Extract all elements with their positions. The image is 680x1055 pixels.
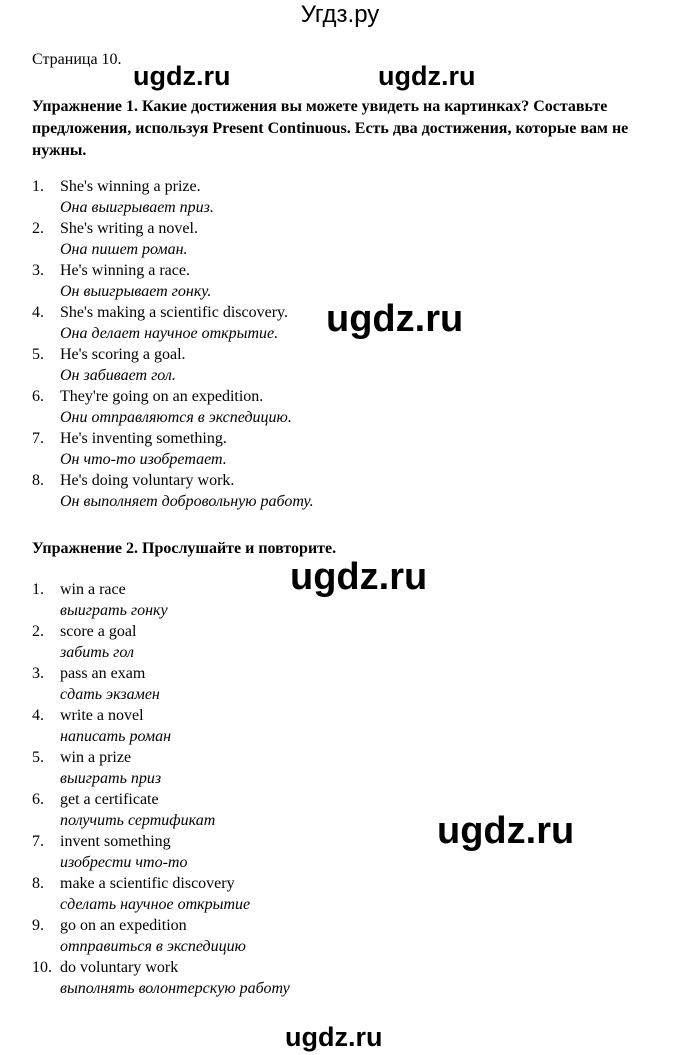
russian-translation: выиграть приз — [60, 770, 162, 787]
item-number: 4. — [32, 707, 44, 724]
english-phrase: He's winning a race. — [60, 262, 190, 279]
list-item — [32, 176, 652, 218]
exercise-1-list — [32, 176, 652, 512]
list-item — [32, 621, 652, 663]
english-phrase: She's winning a prize. — [60, 178, 201, 195]
english-phrase: He's inventing something. — [60, 430, 227, 447]
watermark: ugdz.ru — [437, 810, 575, 852]
item-number: 8. — [32, 472, 44, 489]
list-item — [32, 428, 652, 470]
page-label: Страница 10. — [32, 51, 122, 68]
russian-translation: получить сертификат — [60, 812, 216, 829]
item-number: 6. — [32, 388, 44, 405]
watermark: ugdz.ru — [133, 61, 231, 91]
english-phrase: go on an expedition — [60, 917, 187, 934]
english-phrase: She's making a scientific discovery. — [60, 304, 289, 321]
russian-translation: выиграть гонку — [60, 602, 168, 619]
item-number: 7. — [32, 430, 44, 447]
item-number: 1. — [32, 178, 44, 195]
russian-translation: Она делает научное открытие. — [60, 325, 279, 342]
english-phrase: invent something — [60, 833, 171, 850]
list-item — [32, 218, 652, 260]
list-item — [32, 344, 652, 386]
english-phrase: do voluntary work — [60, 959, 179, 976]
english-phrase: make a scientific discovery — [60, 875, 235, 892]
exercise-2-heading: Упражнение 2. Прослушайте и повторите. — [32, 540, 337, 557]
russian-translation: Он забивает гол. — [60, 367, 176, 384]
list-item — [32, 747, 652, 789]
item-number: 10. — [32, 959, 52, 976]
english-phrase: get a certificate — [60, 791, 159, 808]
item-number: 7. — [32, 833, 44, 850]
item-number: 9. — [32, 917, 44, 934]
russian-translation: Она выигрывает приз. — [60, 199, 214, 216]
watermark: ugdz.ru — [285, 1022, 383, 1052]
item-number: 8. — [32, 875, 44, 892]
item-number: 6. — [32, 791, 44, 808]
list-item — [32, 957, 652, 999]
russian-translation: Он выигрывает гонку. — [60, 283, 212, 300]
item-number: 2. — [32, 220, 44, 237]
item-number: 1. — [32, 581, 44, 598]
exercise-2-list — [32, 579, 652, 999]
exercise-1-heading: Упражнение 1. Какие достижения вы можете увидеть на картинках? Составьте предложения, используя Present Continuous. Есть два достижения, которые вам не нужны. — [32, 98, 629, 159]
russian-translation: Они отправляются в экспедицию. — [60, 409, 292, 426]
list-item — [32, 705, 652, 747]
russian-translation: сделать научное открытие — [60, 896, 251, 913]
russian-translation: отправиться в экспедицию — [60, 938, 246, 955]
list-item — [32, 386, 652, 428]
item-number: 4. — [32, 304, 44, 321]
watermark: ugdz.ru — [378, 61, 476, 91]
item-number: 5. — [32, 346, 44, 363]
russian-translation: Он что-то изобретает. — [60, 451, 227, 468]
watermark: ugdz.ru — [326, 298, 464, 340]
english-phrase: She's writing a novel. — [60, 220, 198, 237]
item-number: 5. — [32, 749, 44, 766]
english-phrase: They're going on an expedition. — [60, 388, 264, 405]
site-title: Угдз.ру — [300, 1, 380, 28]
russian-translation: изобрести что-то — [60, 854, 188, 871]
item-number: 3. — [32, 262, 44, 279]
list-item — [32, 663, 652, 705]
english-phrase: He's doing voluntary work. — [60, 472, 235, 489]
list-item — [32, 470, 652, 512]
english-phrase: win a race — [60, 581, 126, 598]
item-number: 2. — [32, 623, 44, 640]
english-phrase: He's scoring a goal. — [60, 346, 186, 363]
russian-translation: Она пишет роман. — [60, 241, 188, 258]
list-item — [32, 873, 652, 915]
item-number: 3. — [32, 665, 44, 682]
english-phrase: score a goal — [60, 623, 137, 640]
english-phrase: write a novel — [60, 707, 144, 724]
russian-translation: Он выполняет добровольную работу. — [60, 493, 314, 510]
english-phrase: win a prize — [60, 749, 132, 766]
english-phrase: pass an exam — [60, 665, 146, 682]
russian-translation: выполнять волонтерскую работу — [60, 980, 290, 997]
watermark: ugdz.ru — [290, 556, 428, 598]
list-item — [32, 260, 652, 302]
russian-translation: сдать экзамен — [60, 686, 160, 703]
list-item — [32, 915, 652, 957]
russian-translation: забить гол — [60, 644, 134, 661]
russian-translation: написать роман — [60, 728, 171, 745]
